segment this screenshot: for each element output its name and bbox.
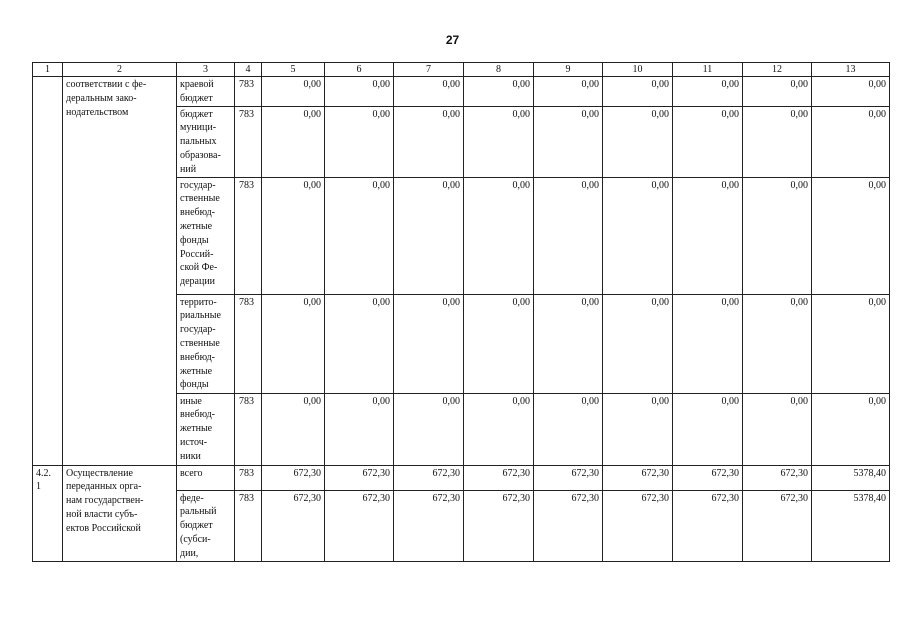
value-cell: 0,00	[603, 393, 673, 465]
row-description: Осуществление переданных орга- нам государствен- ной власти субъ- ектов Российской	[63, 465, 177, 561]
page-number: 27	[445, 33, 460, 47]
value-cell: 672,30	[464, 490, 534, 561]
column-header: 4	[235, 63, 262, 77]
value-cell: 0,00	[534, 393, 603, 465]
value-cell: 0,00	[464, 77, 534, 107]
value-cell: 0,00	[743, 393, 812, 465]
code-cell: 783	[235, 77, 262, 107]
value-cell: 0,00	[325, 393, 394, 465]
value-cell: 0,00	[603, 77, 673, 107]
funding-source-label: феде- ральный бюджет (субси- дии,	[177, 490, 235, 561]
funding-source-label: государ- ственные внебюд- жетные фонды Россий- ской Фе- дерации	[177, 177, 235, 294]
value-cell: 0,00	[743, 77, 812, 107]
value-cell: 0,00	[743, 177, 812, 294]
value-cell: 0,00	[464, 177, 534, 294]
value-cell: 672,30	[673, 465, 743, 490]
column-header: 3	[177, 63, 235, 77]
value-cell: 0,00	[262, 77, 325, 107]
code-cell: 783	[235, 393, 262, 465]
value-cell: 0,00	[812, 77, 890, 107]
value-cell: 672,30	[743, 465, 812, 490]
value-cell: 0,00	[394, 393, 464, 465]
table-row	[33, 465, 890, 490]
value-cell: 0,00	[534, 77, 603, 107]
funding-source-label: террито- риальные государ- ственные внебюд- жетные фонды	[177, 294, 235, 393]
column-header: 6	[325, 63, 394, 77]
value-cell: 0,00	[812, 393, 890, 465]
value-cell: 0,00	[464, 393, 534, 465]
value-cell: 672,30	[743, 490, 812, 561]
value-cell: 0,00	[394, 77, 464, 107]
column-header: 2	[63, 63, 177, 77]
code-cell: 783	[235, 177, 262, 294]
value-cell: 672,30	[534, 465, 603, 490]
value-cell: 0,00	[262, 393, 325, 465]
value-cell: 0,00	[673, 177, 743, 294]
value-cell: 0,00	[743, 106, 812, 177]
value-cell: 0,00	[464, 106, 534, 177]
value-cell: 0,00	[603, 294, 673, 393]
column-header: 9	[534, 63, 603, 77]
row-number-cell: 4.2. 1	[33, 465, 63, 561]
value-cell: 0,00	[464, 294, 534, 393]
value-cell: 0,00	[812, 294, 890, 393]
value-cell: 0,00	[325, 77, 394, 107]
value-cell: 672,30	[464, 465, 534, 490]
value-cell: 0,00	[812, 106, 890, 177]
value-cell: 5378,40	[812, 465, 890, 490]
value-cell: 672,30	[262, 465, 325, 490]
column-header: 12	[743, 63, 812, 77]
column-header: 1	[33, 63, 63, 77]
value-cell: 0,00	[812, 177, 890, 294]
value-cell: 0,00	[673, 106, 743, 177]
code-cell: 783	[235, 294, 262, 393]
value-cell: 0,00	[325, 294, 394, 393]
column-header: 8	[464, 63, 534, 77]
code-cell: 783	[235, 465, 262, 490]
header-row	[33, 63, 890, 77]
column-header: 11	[673, 63, 743, 77]
budget-table	[32, 62, 890, 562]
value-cell: 672,30	[262, 490, 325, 561]
funding-source-label: бюджет муници- пальных образова- ний	[177, 106, 235, 177]
value-cell: 0,00	[673, 77, 743, 107]
value-cell: 0,00	[262, 294, 325, 393]
row-number-cell	[33, 77, 63, 466]
value-cell: 0,00	[673, 294, 743, 393]
funding-source-label: всего	[177, 465, 235, 490]
value-cell: 0,00	[262, 177, 325, 294]
value-cell: 0,00	[394, 177, 464, 294]
value-cell: 0,00	[534, 294, 603, 393]
value-cell: 0,00	[394, 294, 464, 393]
value-cell: 0,00	[534, 106, 603, 177]
value-cell: 672,30	[603, 465, 673, 490]
code-cell: 783	[235, 106, 262, 177]
value-cell: 0,00	[673, 393, 743, 465]
value-cell: 672,30	[325, 490, 394, 561]
value-cell: 0,00	[603, 106, 673, 177]
table-row	[33, 77, 890, 107]
value-cell: 672,30	[534, 490, 603, 561]
column-header: 7	[394, 63, 464, 77]
value-cell: 0,00	[603, 177, 673, 294]
column-header: 10	[603, 63, 673, 77]
value-cell: 0,00	[394, 106, 464, 177]
value-cell: 0,00	[743, 294, 812, 393]
value-cell: 0,00	[325, 177, 394, 294]
column-header: 13	[812, 63, 890, 77]
funding-source-label: иные внебюд- жетные источ- ники	[177, 393, 235, 465]
row-description: соответствии с фе- деральным зако- нодательством	[63, 77, 177, 466]
value-cell: 672,30	[673, 490, 743, 561]
value-cell: 0,00	[262, 106, 325, 177]
value-cell: 672,30	[394, 465, 464, 490]
column-header: 5	[262, 63, 325, 77]
code-cell: 783	[235, 490, 262, 561]
value-cell: 672,30	[603, 490, 673, 561]
value-cell: 0,00	[325, 106, 394, 177]
value-cell: 672,30	[394, 490, 464, 561]
value-cell: 0,00	[534, 177, 603, 294]
funding-source-label: краевой бюджет	[177, 77, 235, 107]
value-cell: 5378,40	[812, 490, 890, 561]
value-cell: 672,30	[325, 465, 394, 490]
